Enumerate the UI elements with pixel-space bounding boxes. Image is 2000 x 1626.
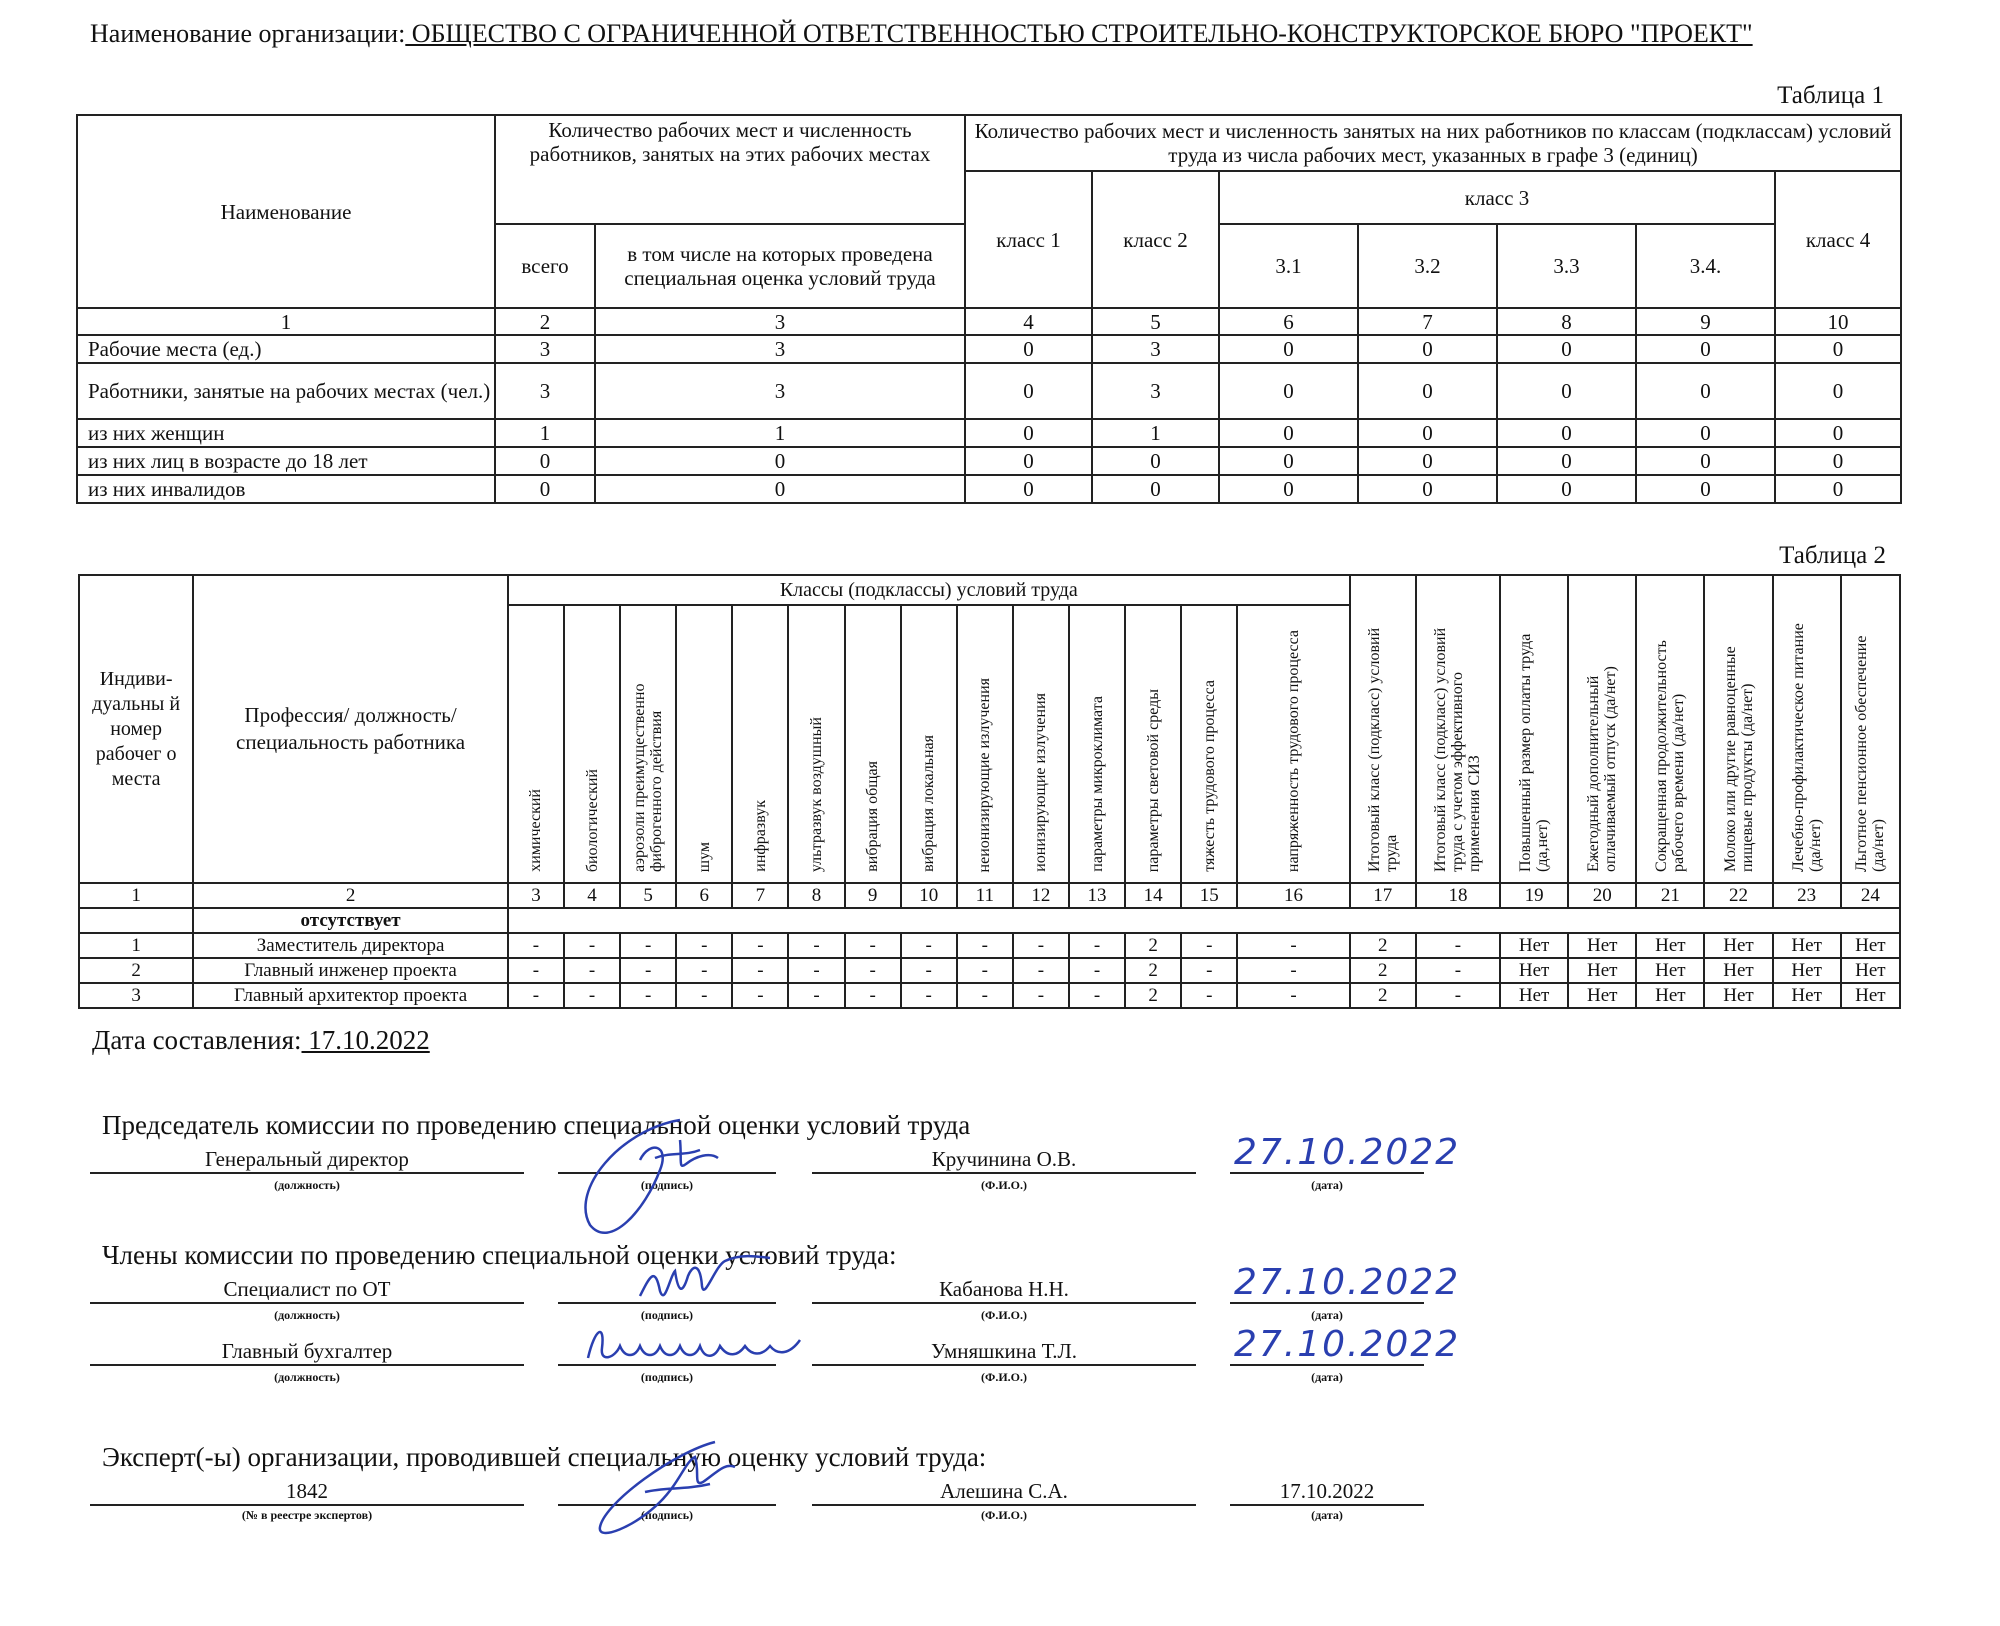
t1-cell: 1 (595, 419, 965, 447)
member1-position: Специалист по ОТ (90, 1276, 524, 1304)
expert-title: Эксперт(-ы) организации, проводившей специальную оценку условий труда: (102, 1442, 987, 1472)
chairman-signature (560, 1100, 760, 1250)
t1-cell: 1 (495, 419, 595, 447)
t1-cell: 0 (495, 475, 595, 503)
caption-fio: (Ф.И.О.) (981, 1508, 1027, 1522)
t2-cell: 3 (79, 983, 193, 1008)
t2-factor-header: биологический (564, 605, 620, 883)
t1-header-group-classes: Количество рабочих мест и численность занятых на них работников по классам (подклассам) условий труда из числа рабочих мест, указанных в графе 3 (единиц) (965, 115, 1901, 171)
t1-cell: 3 (595, 335, 965, 363)
caption-fio: (Ф.И.О.) (981, 1370, 1027, 1384)
t2-cell: Нет (1568, 983, 1636, 1008)
member1-date: 27.10.2022 (1234, 1262, 1461, 1303)
t1-row-label: Рабочие места (ед.) (77, 335, 495, 363)
t1-cell: 0 (1358, 335, 1497, 363)
caption-fio: (Ф.И.О.) (981, 1178, 1027, 1192)
t1-cell: 1 (1092, 419, 1219, 447)
t2-colnum: 4 (564, 883, 620, 908)
t2-factor-header: аэрозоли преимущественно фиброгенного действия (620, 605, 676, 883)
t2-cell: - (901, 958, 957, 983)
t2-cell: 2 (1125, 933, 1181, 958)
t2-cell: - (1013, 983, 1069, 1008)
t2-cell: - (620, 958, 676, 983)
t2-cell: - (676, 933, 732, 958)
t2-cell: - (508, 958, 564, 983)
caption-signature: (подпись) (640, 1178, 694, 1192)
t2-cell: - (1237, 958, 1349, 983)
t2-cell: Нет (1636, 933, 1704, 958)
t1-cell: 0 (1775, 475, 1901, 503)
t2-group-row (79, 908, 1900, 933)
caption-signature: (подпись) (640, 1308, 694, 1322)
t1-cell: 0 (1358, 419, 1497, 447)
t1-cell: 0 (1219, 475, 1358, 503)
t1-cell: 0 (1497, 363, 1636, 419)
t2-header-extra-4: Ежегодный дополнительный оплачиваемый отпуск (да/нет) (1568, 575, 1636, 883)
t2-cell: 2 (1350, 958, 1416, 983)
t2-colnum: 21 (1636, 883, 1704, 908)
t2-group-empty-span (508, 908, 1900, 933)
t1-header-c32: 3.2 (1358, 224, 1497, 308)
caption-position: (должность) (274, 1178, 340, 1192)
t2-header-extra-2: Итоговый класс (подкласс) условий труда с учетом эффективного применения СИЗ (1416, 575, 1500, 883)
caption-fio: (Ф.И.О.) (981, 1308, 1027, 1322)
t2-cell: - (957, 933, 1013, 958)
t2-cell: - (1069, 983, 1125, 1008)
t2-profession-cell: Главный инженер проекта (193, 958, 508, 983)
t2-cell: 2 (79, 958, 193, 983)
compiled-label: Дата составления: (92, 1025, 302, 1055)
t1-cell: 0 (965, 475, 1092, 503)
t2-factor-header: вибрация локальная (901, 605, 957, 883)
t2-colnum: 18 (1416, 883, 1500, 908)
chairman-date: 27.10.2022 (1234, 1132, 1461, 1173)
t2-cell: - (845, 933, 901, 958)
t1-cell: 0 (1219, 419, 1358, 447)
t2-factor-header: параметры микроклимата (1069, 605, 1125, 883)
compiled-date-line (92, 1025, 430, 1056)
t2-cell: - (564, 983, 620, 1008)
t2-cell: - (788, 933, 844, 958)
t2-cell: Нет (1704, 933, 1772, 958)
caption-date: (дата) (1311, 1370, 1343, 1384)
t2-cell: - (508, 933, 564, 958)
t2-colnum: 17 (1350, 883, 1416, 908)
t2-colnum: 15 (1181, 883, 1237, 908)
t2-group-label: отсутствует (193, 908, 508, 933)
t1-cell: 3 (595, 363, 965, 419)
t2-cell: - (508, 983, 564, 1008)
t2-colnum: 1 (79, 883, 193, 908)
t1-cell: 0 (965, 447, 1092, 475)
t1-cell: 0 (1636, 419, 1775, 447)
t2-profession-cell: Заместитель директора (193, 933, 508, 958)
t1-cell: 0 (1358, 475, 1497, 503)
caption-signature: (подпись) (640, 1508, 694, 1522)
t2-cell: - (1069, 933, 1125, 958)
t2-factor-header: шум (676, 605, 732, 883)
t2-cell: Нет (1773, 958, 1841, 983)
t1-row-label: из них женщин (77, 419, 495, 447)
t1-colnum: 10 (1775, 308, 1901, 335)
t1-cell: 0 (965, 335, 1092, 363)
t2-cell: Нет (1704, 958, 1772, 983)
t1-header-class2: класс 2 (1092, 171, 1219, 308)
t2-cell: - (901, 933, 957, 958)
t2-cell: - (1181, 958, 1237, 983)
t2-header-extra-7: Лечебно-профилактическое питание (да/нет) (1773, 575, 1841, 883)
t2-cell: - (788, 983, 844, 1008)
t2-header-id: Индиви-дуальны й номер рабочег о места (79, 575, 193, 883)
member1-signature (630, 1246, 790, 1316)
t2-colnum: 14 (1125, 883, 1181, 908)
t2-colnum: 7 (732, 883, 788, 908)
t2-cell: Нет (1841, 958, 1900, 983)
t1-cell: 0 (1092, 475, 1219, 503)
t1-colnum: 4 (965, 308, 1092, 335)
t2-cell: - (901, 983, 957, 1008)
t1-cell: 0 (1358, 363, 1497, 419)
t2-cell: 2 (1350, 933, 1416, 958)
organization-label: Наименование организации: (90, 19, 406, 48)
t1-cell: 3 (495, 335, 595, 363)
t1-cell: 0 (595, 447, 965, 475)
t1-cell: 0 (1775, 335, 1901, 363)
t2-header-extra-6: Молоко или другие равноценные пищевые продукты (да/нет) (1704, 575, 1772, 883)
t2-header-extra-5: Сокращенная продолжительность рабочего времени (да/нет) (1636, 575, 1704, 883)
t1-header-class4: класс 4 (1775, 171, 1901, 308)
t2-colnum: 13 (1069, 883, 1125, 908)
t1-cell: 0 (1219, 363, 1358, 419)
t2-factor-header: параметры световой среды (1125, 605, 1181, 883)
t2-header-profession: Профессия/ должность/ специальность работника (193, 575, 508, 883)
t1-row (77, 419, 1901, 447)
member2-signature (580, 1318, 810, 1368)
t2-factor-header: вибрация общая (845, 605, 901, 883)
t2-cell: - (732, 983, 788, 1008)
t2-factor-header: ультразвук воздушный (788, 605, 844, 883)
t1-row (77, 447, 1901, 475)
members-title: Члены комиссии по проведению специальной оценки условий труда: (102, 1240, 897, 1270)
t1-cell: 0 (1775, 419, 1901, 447)
t2-row (79, 983, 1900, 1008)
t2-cell: 2 (1350, 983, 1416, 1008)
workplaces-table (78, 574, 1901, 1009)
t1-cell: 0 (1358, 447, 1497, 475)
t1-cell: 3 (495, 363, 595, 419)
t2-colnum: 12 (1013, 883, 1069, 908)
t2-factor-header: тяжесть трудового процесса (1181, 605, 1237, 883)
t1-cell: 3 (1092, 335, 1219, 363)
t2-cell: Нет (1841, 983, 1900, 1008)
t1-cell: 0 (1497, 419, 1636, 447)
t2-cell: - (1181, 933, 1237, 958)
t1-colnum: 5 (1092, 308, 1219, 335)
t1-cell: 0 (1775, 447, 1901, 475)
t2-cell: - (1181, 983, 1237, 1008)
t2-cell: - (732, 933, 788, 958)
t1-cell: 0 (1775, 363, 1901, 419)
compiled-date: 17.10.2022 (301, 1025, 430, 1055)
caption-date: (дата) (1311, 1178, 1343, 1192)
t1-header-class1: класс 1 (965, 171, 1092, 308)
t2-cell: 2 (1125, 958, 1181, 983)
t2-cell: Нет (1636, 983, 1704, 1008)
t2-factor-header: напряженность трудового процесса (1237, 605, 1349, 883)
caption-signature: (подпись) (640, 1370, 694, 1384)
t2-factor-header: ионизирующие излучения (1013, 605, 1069, 883)
member2-date: 27.10.2022 (1234, 1324, 1461, 1365)
t2-cell: - (620, 933, 676, 958)
t2-column-numbers (79, 883, 1900, 908)
t2-cell: Нет (1500, 933, 1568, 958)
t2-cell: Нет (1636, 958, 1704, 983)
t2-cell: 2 (1125, 983, 1181, 1008)
chairman-title: Председатель комиссии по проведению специальной оценки условий труда (102, 1110, 971, 1140)
t1-row (77, 335, 1901, 363)
t1-header-group-total: Количество рабочих мест и численность работников, занятых на этих рабочих местах (495, 115, 965, 224)
t1-header-c31: 3.1 (1219, 224, 1358, 308)
t2-cell: - (1013, 958, 1069, 983)
t1-cell: 0 (965, 419, 1092, 447)
t2-factor-header: инфразвук (732, 605, 788, 883)
t2-header-classes-group: Классы (подклассы) условий труда (508, 575, 1350, 605)
t2-cell: - (845, 958, 901, 983)
t2-colnum: 5 (620, 883, 676, 908)
t1-cell: 0 (495, 447, 595, 475)
t2-colnum: 23 (1773, 883, 1841, 908)
t2-colnum: 11 (957, 883, 1013, 908)
t1-cell: 0 (595, 475, 965, 503)
caption-position: (должность) (274, 1370, 340, 1384)
t2-header-extra-1: Итоговый класс (подкласс) условий труда (1350, 575, 1416, 883)
caption-date: (дата) (1311, 1308, 1343, 1322)
t1-cell: 0 (1636, 475, 1775, 503)
t1-colnum: 7 (1358, 308, 1497, 335)
t2-colnum: 10 (901, 883, 957, 908)
expert-signature (585, 1432, 765, 1542)
t2-cell: - (1237, 933, 1349, 958)
t1-header-assessed: в том числе на которых проведена специальная оценка условий труда (595, 224, 965, 308)
t1-colnum: 2 (495, 308, 595, 335)
t2-cell: - (1416, 983, 1500, 1008)
t1-colnum: 6 (1219, 308, 1358, 335)
t2-cell: Нет (1773, 983, 1841, 1008)
t1-row (77, 363, 1901, 419)
member2-position: Главный бухгалтер (90, 1338, 524, 1366)
t2-cell: - (564, 958, 620, 983)
t2-colnum: 2 (193, 883, 508, 908)
t2-colnum: 3 (508, 883, 564, 908)
t2-cell: - (620, 983, 676, 1008)
caption-position: (должность) (274, 1308, 340, 1322)
t1-cell: 0 (1497, 447, 1636, 475)
t1-row (77, 475, 1901, 503)
t2-colnum: 19 (1500, 883, 1568, 908)
t2-row (79, 958, 1900, 983)
t2-cell: - (1416, 958, 1500, 983)
t1-column-numbers (77, 308, 1901, 335)
t2-group-empty-cell (79, 908, 193, 933)
t1-cell: 0 (965, 363, 1092, 419)
t1-header-name: Наименование (77, 115, 495, 308)
t2-colnum: 20 (1568, 883, 1636, 908)
member1-name: Кабанова Н.Н. (812, 1276, 1196, 1304)
t2-header-extra-3: Повышенный размер оплаты труда (да,нет) (1500, 575, 1568, 883)
t2-cell: Нет (1704, 983, 1772, 1008)
t1-colnum: 9 (1636, 308, 1775, 335)
t2-cell: - (676, 958, 732, 983)
t2-profession-cell: Главный архитектор проекта (193, 983, 508, 1008)
t2-row (79, 933, 1900, 958)
t2-cell: Нет (1568, 958, 1636, 983)
t1-cell: 0 (1219, 447, 1358, 475)
t1-cell: 0 (1636, 447, 1775, 475)
t2-colnum: 16 (1237, 883, 1349, 908)
expert-registry: 1842 (90, 1478, 524, 1506)
chairman-position: Генеральный директор (90, 1146, 524, 1174)
t1-header-c33: 3.3 (1497, 224, 1636, 308)
t1-row-label: из них лиц в возрасте до 18 лет (77, 447, 495, 475)
t1-colnum: 1 (77, 308, 495, 335)
t2-factor-header: неионизирующие излучения (957, 605, 1013, 883)
organization-header (90, 18, 1910, 50)
t1-cell: 3 (1092, 363, 1219, 419)
t2-header-extra-8: Льготное пенсионное обеспечение (да/нет) (1841, 575, 1900, 883)
t2-colnum: 9 (845, 883, 901, 908)
t2-cell: - (845, 983, 901, 1008)
t2-cell: - (676, 983, 732, 1008)
summary-table (76, 114, 1902, 504)
t1-colnum: 3 (595, 308, 965, 335)
t1-cell: 0 (1497, 335, 1636, 363)
t2-cell: - (564, 933, 620, 958)
organization-name: ОБЩЕСТВО С ОГРАНИЧЕННОЙ ОТВЕТСТВЕННОСТЬЮ СТРОИТЕЛЬНО-КОНСТРУКТОРСКОЕ БЮРО "ПРОЕКТ" (405, 19, 1753, 48)
t2-colnum: 24 (1841, 883, 1900, 908)
table2-caption: Таблица 2 (1779, 542, 1886, 569)
t1-cell: 0 (1497, 475, 1636, 503)
expert-date: 17.10.2022 (1230, 1478, 1424, 1506)
table1-caption: Таблица 1 (1777, 82, 1884, 109)
t2-cell: - (788, 958, 844, 983)
t2-cell: Нет (1500, 983, 1568, 1008)
member2-name: Умняшкина Т.Л. (812, 1338, 1196, 1366)
t2-cell: - (1416, 933, 1500, 958)
t2-colnum: 8 (788, 883, 844, 908)
t2-cell: - (1237, 983, 1349, 1008)
t1-cell: 0 (1636, 363, 1775, 419)
t1-header-total: всего (495, 224, 595, 308)
caption-date: (дата) (1311, 1508, 1343, 1522)
t1-cell: 0 (1219, 335, 1358, 363)
t2-cell: - (957, 958, 1013, 983)
t1-header-class3: класс 3 (1219, 171, 1775, 224)
t1-cell: 0 (1636, 335, 1775, 363)
t2-colnum: 6 (676, 883, 732, 908)
chairman-name: Кручинина О.В. (812, 1146, 1196, 1174)
t2-cell: Нет (1568, 933, 1636, 958)
t1-cell: 0 (1092, 447, 1219, 475)
t2-cell: - (1013, 933, 1069, 958)
caption-registry: (№ в реестре экспертов) (241, 1508, 373, 1522)
t1-row-label: из них инвалидов (77, 475, 495, 503)
t1-colnum: 8 (1497, 308, 1636, 335)
t2-factor-header: химический (508, 605, 564, 883)
t2-cell: Нет (1773, 933, 1841, 958)
t2-colnum: 22 (1704, 883, 1772, 908)
t2-cell: - (732, 958, 788, 983)
t2-cell: - (1069, 958, 1125, 983)
t2-cell: - (957, 983, 1013, 1008)
t2-cell: 1 (79, 933, 193, 958)
t2-cell: Нет (1500, 958, 1568, 983)
t1-row-label: Работники, занятые на рабочих местах (чел.) (77, 363, 495, 419)
expert-name: Алешина С.А. (812, 1478, 1196, 1506)
t2-cell: Нет (1841, 933, 1900, 958)
t1-header-c34: 3.4. (1636, 224, 1775, 308)
